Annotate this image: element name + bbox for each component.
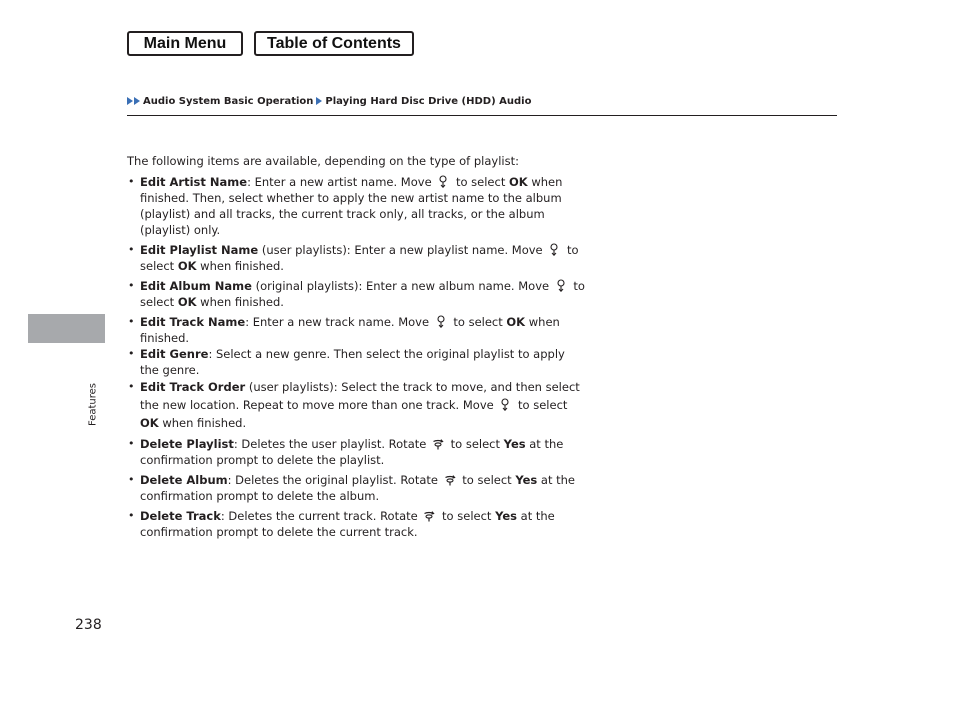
item-text: to select: [438, 509, 496, 523]
joystick-move-icon: [435, 315, 447, 328]
list-item-edit-playlist-name: [127, 242, 587, 274]
item-text: : Enter a new artist name. Move: [247, 175, 436, 189]
item-text: : Deletes the current track. Rotate: [220, 509, 422, 523]
list-item-delete-playlist: [127, 436, 587, 468]
item-text: : Deletes the user playlist. Rotate: [233, 437, 430, 451]
item-title: Edit Artist Name: [140, 175, 248, 189]
item-text: (user playlists): Enter a new playlist name. Move: [258, 243, 547, 257]
breadcrumb-section-link[interactable]: Audio System Basic Operation: [143, 95, 314, 107]
section-tab: [28, 314, 105, 343]
item-title: Edit Track Name: [140, 315, 246, 329]
page-number: 238: [75, 617, 102, 633]
item-text: when finished.: [196, 295, 284, 309]
item-text: when finished. Then, select whether to apply the new artist name to the album (playlist) and all tracks, the current track only, all tracks, or the album (playlist) only.: [140, 175, 563, 237]
item-text: when finished.: [140, 315, 560, 345]
item-keyword: Yes: [515, 473, 538, 487]
breadcrumb: [127, 94, 531, 108]
page-content: [127, 153, 587, 544]
list-item-edit-genre: [127, 346, 587, 378]
item-text: at the confirmation prompt to delete the playlist.: [140, 437, 564, 467]
list-item-delete-album: [127, 472, 587, 504]
list-item-edit-track-name: [127, 314, 587, 346]
item-keyword: Yes: [495, 509, 517, 523]
item-title: Edit Genre: [140, 347, 209, 361]
item-title: Edit Album Name: [140, 279, 252, 293]
item-text: : Select a new genre. Then select the original playlist to apply the genre.: [140, 347, 565, 377]
list-item-delete-track: [127, 508, 587, 540]
item-keyword: Yes: [503, 437, 526, 451]
item-keyword: OK: [508, 175, 528, 189]
joystick-move-icon: [437, 175, 449, 188]
list-item-edit-track-order: [127, 378, 587, 432]
interface-dial-rotate-icon: [432, 437, 444, 450]
main-menu-button[interactable]: Main Menu: [127, 31, 243, 56]
item-text: to select: [449, 315, 507, 329]
header-rule: [127, 115, 837, 116]
item-title: Delete Playlist: [140, 437, 234, 451]
breadcrumb-arrow-icon: [127, 97, 133, 105]
section-label: Features: [87, 383, 99, 427]
list-item-edit-album-name: [127, 278, 587, 310]
item-text: to select: [140, 279, 585, 309]
item-text: to select: [140, 243, 579, 273]
breadcrumb-page: Playing Hard Disc Drive (HDD) Audio: [325, 95, 532, 107]
item-title: Edit Playlist Name: [140, 243, 259, 257]
item-text: to select: [452, 175, 509, 189]
item-text: at the confirmation prompt to delete the album.: [140, 473, 575, 503]
item-title: Delete Track: [140, 509, 221, 523]
item-text: to select: [446, 437, 504, 451]
item-text: (user playlists): Select the track to move, and then select the new location. Repeat to move more than one track. Move: [140, 380, 580, 412]
item-keyword: OK: [177, 259, 197, 273]
breadcrumb-arrow-icon: [316, 97, 322, 105]
intro-text: The following items are available, depending on the type of playlist:: [127, 154, 519, 168]
item-title: Edit Track Order: [140, 380, 246, 394]
item-keyword: OK: [506, 315, 526, 329]
item-text: when finished.: [158, 416, 247, 430]
item-keyword: OK: [177, 295, 197, 309]
item-text: at the confirmation prompt to delete the current track.: [140, 509, 555, 539]
item-text: (original playlists): Enter a new album name. Move: [251, 279, 553, 293]
item-text: : Enter a new track name. Move: [245, 315, 433, 329]
item-text: : Deletes the original playlist. Rotate: [227, 473, 442, 487]
option-list: [127, 174, 587, 540]
joystick-move-icon: [499, 398, 511, 411]
interface-dial-rotate-icon: [444, 473, 456, 486]
item-keyword: OK: [140, 416, 159, 430]
joystick-move-icon: [555, 279, 567, 292]
interface-dial-rotate-icon: [423, 509, 435, 522]
item-text: when finished.: [196, 259, 284, 273]
item-text: to select: [458, 473, 516, 487]
item-title: Delete Album: [140, 473, 228, 487]
breadcrumb-arrow-icon: [134, 97, 140, 105]
joystick-move-icon: [548, 243, 560, 256]
list-item-edit-artist-name: [127, 174, 587, 238]
item-text: to select: [514, 398, 568, 412]
table-of-contents-button[interactable]: Table of Contents: [254, 31, 414, 56]
